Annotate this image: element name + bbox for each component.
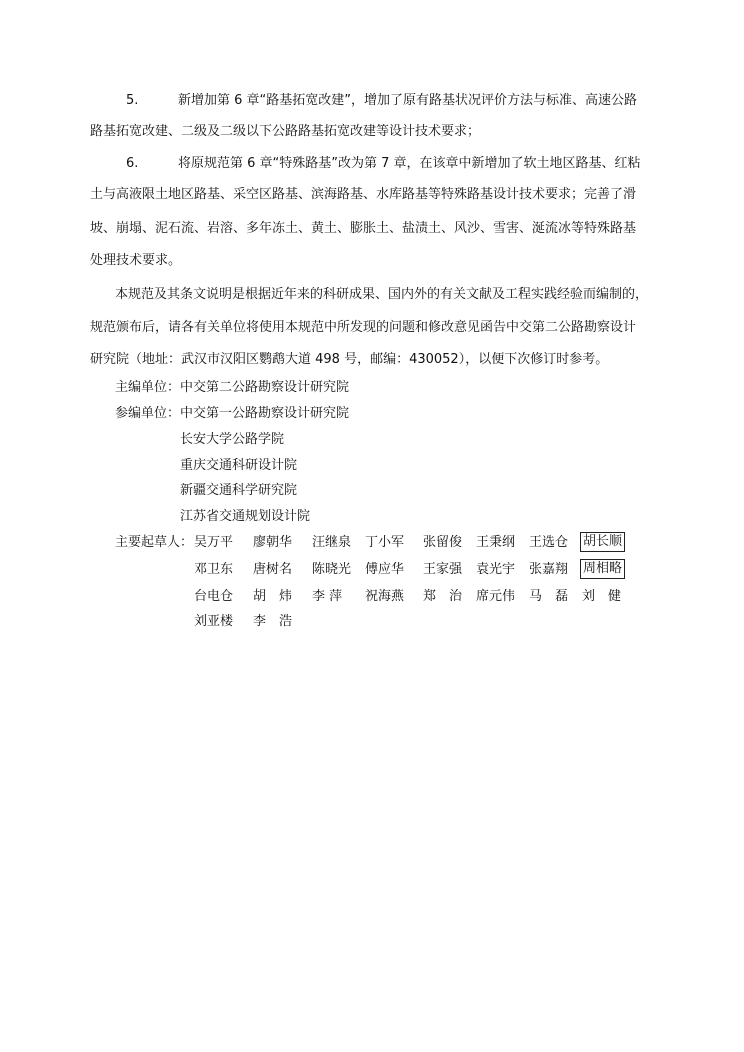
drafter-name: 张留俊 [423,535,463,550]
participating-unit: 重庆交通科研设计院 [180,458,298,473]
drafter-name: 邓卫东 [194,562,234,577]
closing-line-1: 本规范及其条文说明是根据近年来的科研成果、国内外的有关文献及工程实践经验而编制的， [115,287,649,302]
drafter-name: 李 萍 [312,589,343,604]
drafter-name: 刘亚楼 [194,614,234,629]
drafter-name: 丁小军 [365,535,405,550]
drafter-name: 王家强 [423,562,463,577]
item-5-line-2: 路基拓宽改建、二级及二级以下公路路基拓宽改建等设计技术要求； [90,124,481,139]
drafter-name: 祝海燕 [365,589,405,604]
participating-unit-label: 参编单位： [115,406,181,421]
drafter-name: 袁光宇 [476,562,516,577]
participating-unit: 江苏省交通规划设计院 [180,509,311,524]
item-6-number: 6. [126,156,139,171]
drafter-name: 胡 炜 [253,589,293,604]
item-6-line-1: 将原规范第 6 章“特殊路基”改为第 7 章，在该章中新增加了软土地区路基、红粘 [178,156,641,171]
drafter-name: 李 浩 [253,614,293,629]
drafter-name: 张嘉翔 [529,562,569,577]
item-6-line-3: 坡、崩塌、泥石流、岩溶、多年冻土、黄土、膨胀土、盐渍土、风沙、雪害、涎流冰等特殊路基 [90,221,637,236]
drafter-name: 傅应华 [365,562,405,577]
participating-unit: 长安大学公路学院 [180,432,285,447]
drafters-label: 主要起草人： [115,535,194,550]
item-6-line-2: 土与高液限土地区路基、采空区路基、滨海路基、水库路基等特殊路基设计技术要求；完善了滑 [90,187,637,202]
item-6-line-4: 处理技术要求。 [90,253,182,268]
drafter-name: 王选仓 [529,535,569,550]
item-5-line-1: 新增加第 6 章“路基拓宽改建”，增加了原有路基状况评价方法与标准、高速公路 [178,93,638,108]
drafter-name: 吴万平 [194,535,234,550]
participating-unit: 新疆交通科学研究院 [180,483,298,498]
drafter-name: 王秉纲 [476,535,516,550]
drafter-name: 台电仓 [194,589,234,604]
item-5-number: 5. [126,93,139,108]
closing-line-3: 研究院（地址：武汉市汉阳区鹦鹉大道 498 号，邮编：430052），以便下次修订时参考。 [90,352,609,367]
drafter-name: 郑 治 [423,589,463,604]
drafter-name: 陈晓光 [312,562,352,577]
drafter-name: 唐树名 [253,562,293,577]
drafter-name: 马 磊 [529,589,569,604]
drafter-name: 汪继泉 [312,535,352,550]
drafter-name-boxed: 周相略 [580,559,625,579]
participating-unit: 中交第一公路勘察设计研究院 [180,406,350,421]
drafter-name-boxed: 胡长顺 [580,532,625,552]
drafter-name: 廖朝华 [253,535,293,550]
closing-line-2: 规范颁布后，请各有关单位将使用本规范中所发现的问题和修改意见函告中交第二公路勘察设计 [90,320,637,335]
drafter-name: 刘 健 [582,589,622,604]
chief-unit-label: 主编单位： [115,380,181,395]
chief-unit: 中交第二公路勘察设计研究院 [180,380,350,395]
drafter-name: 席元伟 [476,589,516,604]
